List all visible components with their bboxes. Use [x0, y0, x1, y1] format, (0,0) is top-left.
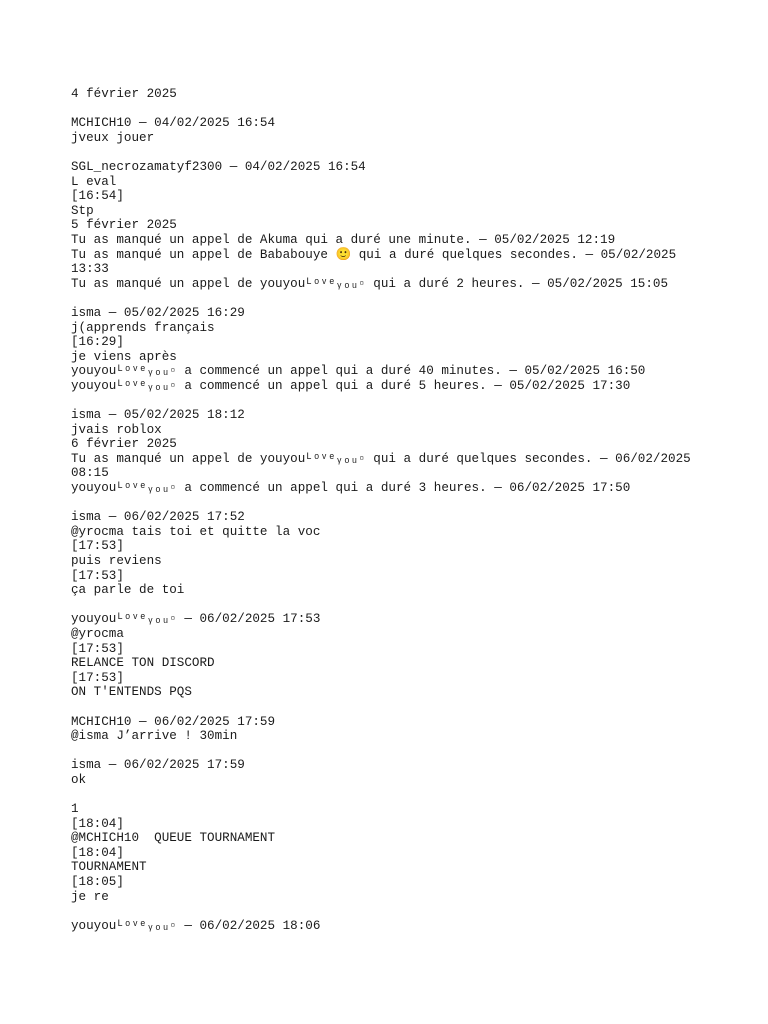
transcript-line: youyouᴸᵒᵛᵉᵧₒᵤ▫ a commencé un appel qui a duré 40 minutes. — 05/02/2025 16:50 [71, 364, 646, 379]
blank-line [71, 598, 751, 613]
transcript-line: je viens après [71, 349, 177, 364]
transcript-line: TOURNAMENT [71, 860, 147, 875]
transcript-line: @yrocma [71, 626, 124, 641]
transcript-line: 5 février 2025 [71, 218, 177, 233]
transcript-line: SGL_necrozamatyf2300 — 04/02/2025 16:54 [71, 159, 366, 174]
blank-line [71, 393, 751, 408]
transcript-line: Tu as manqué un appel de Akuma qui a duré une minute. — 05/02/2025 12:19 [71, 232, 616, 247]
transcript-line: puis reviens [71, 554, 162, 568]
transcript-line: @yrocma tais toi et quitte la voc [71, 524, 321, 539]
blank-line [71, 496, 751, 511]
transcript-line: isma — 05/02/2025 18:12 [71, 408, 245, 423]
transcript-line: [18:04] [71, 816, 124, 831]
transcript-line: youyouᴸᵒᵛᵉᵧₒᵤ▫ a commencé un appel qui a duré 5 heures. — 05/02/2025 17:30 [71, 378, 631, 393]
transcript-line: MCHICH10 — 04/02/2025 16:54 [71, 116, 276, 131]
transcript-line: RELANCE TON DISCORD [71, 656, 215, 671]
transcript-line: 1 [71, 802, 79, 817]
blank-line [71, 102, 751, 117]
chat-transcript [71, 87, 751, 933]
transcript-line: jveux jouer [71, 130, 155, 145]
transcript-line: L eval [71, 174, 117, 189]
blank-line [71, 788, 751, 803]
transcript-line: je re [71, 889, 109, 904]
transcript-line: @MCHICH10 QUEUE TOURNAMENT [71, 831, 276, 846]
blank-line [71, 904, 751, 919]
transcript-line: jvais roblox [71, 422, 162, 437]
transcript-line: 13:33 [71, 262, 109, 277]
transcript-line: 4 février 2025 [71, 87, 177, 101]
transcript-line: 08:15 [71, 466, 109, 481]
transcript-line: [18:05] [71, 875, 124, 890]
transcript-line: j(apprends français [71, 320, 215, 335]
transcript-line: [17:53] [71, 568, 124, 583]
transcript-line: Stp [71, 203, 94, 218]
transcript-line: [17:53] [71, 539, 124, 554]
blank-line [71, 700, 751, 715]
transcript-line: youyouᴸᵒᵛᵉᵧₒᵤ▫ — 06/02/2025 17:53 [71, 612, 321, 627]
blank-line [71, 744, 751, 759]
transcript-line: [16:54] [71, 189, 124, 204]
transcript-line: isma — 06/02/2025 17:52 [71, 510, 245, 525]
transcript-line: MCHICH10 — 06/02/2025 17:59 [71, 714, 276, 729]
transcript-line: ON T'ENTENDS PQS [71, 685, 192, 700]
transcript-line: [16:29] [71, 335, 124, 350]
transcript-line: youyouᴸᵒᵛᵉᵧₒᵤ▫ — 06/02/2025 18:06 [71, 918, 321, 933]
transcript-line: ok [71, 772, 87, 787]
transcript-line: Tu as manqué un appel de youyouᴸᵒᵛᵉᵧₒᵤ▫ qui a duré 2 heures. — 05/02/2025 15:05 [71, 276, 669, 291]
transcript-line: [17:53] [71, 670, 124, 685]
transcript-line: [17:53] [71, 641, 124, 656]
blank-line [71, 291, 751, 306]
transcript-line: [18:04] [71, 845, 124, 860]
transcript-line: isma — 06/02/2025 17:59 [71, 758, 245, 773]
blank-line [71, 145, 751, 160]
transcript-line: ça parle de toi [71, 583, 185, 598]
transcript-line: youyouᴸᵒᵛᵉᵧₒᵤ▫ a commencé un appel qui a duré 3 heures. — 06/02/2025 17:50 [71, 481, 631, 496]
transcript-line: 6 février 2025 [71, 437, 177, 452]
transcript-line: Tu as manqué un appel de youyouᴸᵒᵛᵉᵧₒᵤ▫ qui a duré quelques secondes. — 06/02/2025 [71, 451, 691, 466]
transcript-line: Tu as manqué un appel de Bababouye 🙂 qui a duré quelques secondes. — 05/02/2025 [71, 247, 677, 262]
transcript-line: isma — 05/02/2025 16:29 [71, 305, 245, 320]
transcript-line: @isma J’arrive ! 30min [71, 729, 238, 744]
